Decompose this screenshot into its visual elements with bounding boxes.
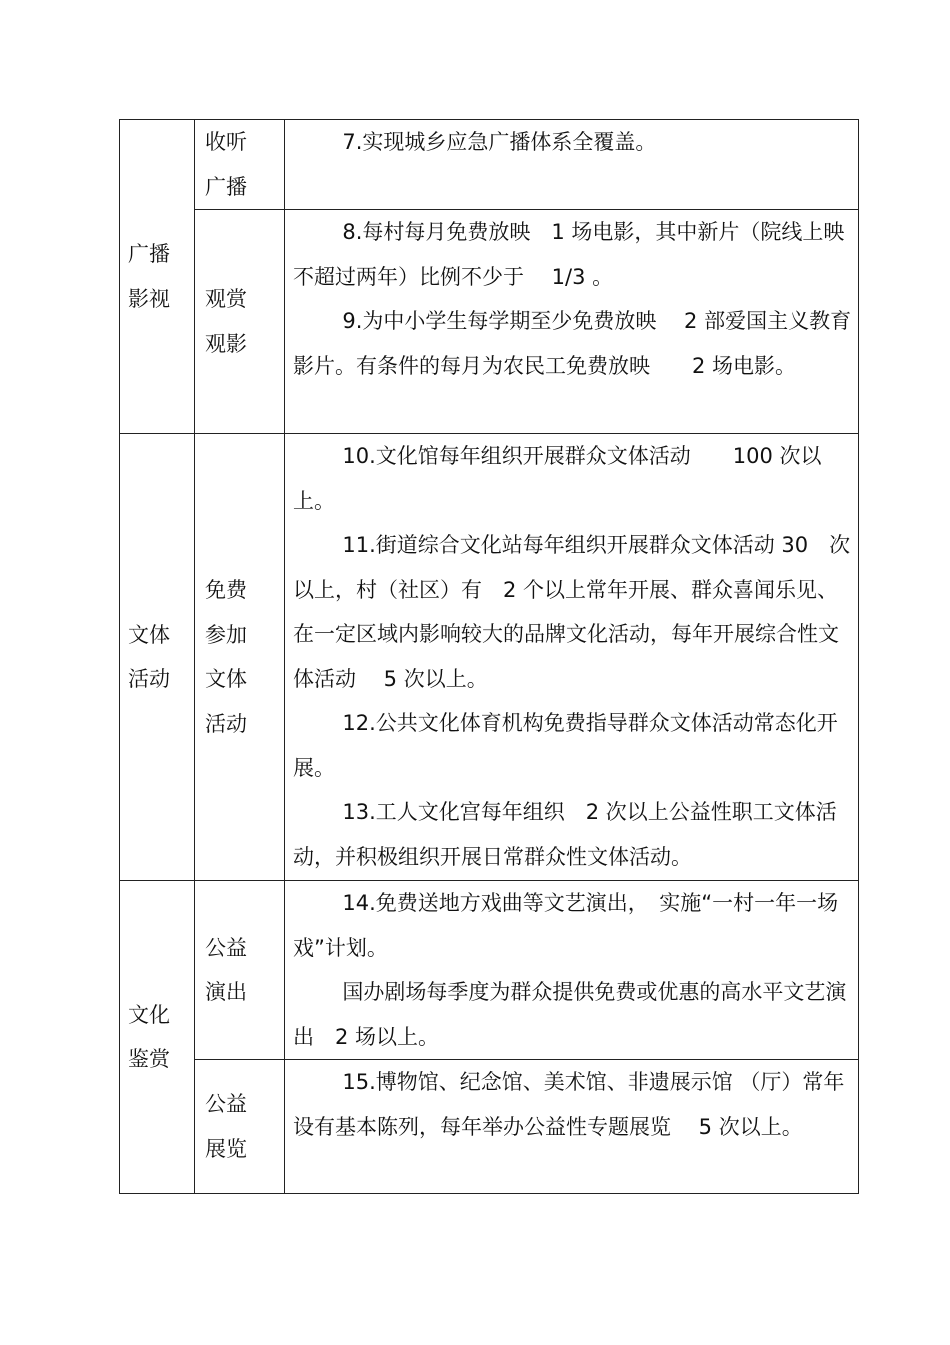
item-text: 14.免费送地方戏曲等文艺演出， 实施“一村一年一场戏”计划。 [293, 891, 839, 960]
category-cell [120, 120, 195, 434]
item-text: 8.每村每月免费放映 1 场电影，其中新片（院线上映不超过两年）比例不少于 1/3 。 [293, 220, 845, 289]
item-text: 国办剧场每季度为群众提供免费或优惠的高水平文艺演出 2 场以上。 [293, 980, 847, 1049]
category-label: 广播 影视 [128, 242, 170, 311]
service-standards-table [119, 119, 859, 1194]
table-row [120, 1060, 859, 1194]
subcategory-label: 公益 展览 [205, 1092, 247, 1161]
item-text: 13.工人文化宫每年组织 2 次以上公益性职工文体活动，并积极组织开展日常群众性文体活动。 [293, 800, 837, 869]
table-row [120, 120, 859, 210]
subcategory-label: 公益 演出 [205, 935, 247, 1004]
category-label: 文体 活动 [128, 622, 170, 691]
item-text: 15.博物馆、纪念馆、美术馆、非遗展示馆 （厅）常年设有基本陈列，每年举办公益性专题展览 5 次以上。 [293, 1070, 845, 1139]
subcategory-label: 收听 广播 [205, 130, 247, 199]
subcategory-label: 免费 参加 文体 活动 [205, 578, 247, 736]
content-cell [285, 120, 859, 210]
item-text: 10.文化馆每年组织开展群众文体活动 100 次以上。 [293, 444, 822, 513]
content-cell [285, 881, 859, 1060]
item-text: 7.实现城乡应急广播体系全覆盖。 [342, 130, 657, 154]
content-cell [285, 434, 859, 881]
category-cell [120, 881, 195, 1194]
subcategory-cell [195, 434, 285, 881]
content-cell [285, 210, 859, 434]
category-label: 文化 鉴赏 [128, 1002, 170, 1071]
item-text: 11.街道综合文化站每年组织开展群众文体活动 30 次以上，村（社区）有 2 个以上常年开展、群众喜闻乐见、在一定区域内影响较大的品牌文化活动，每年开展综合性文体活动 5 次以上。 [293, 533, 851, 691]
item-text: 9.为中小学生每学期至少免费放映 2 部爱国主义教育影片。有条件的每月为农民工免费放映 2 场电影。 [293, 309, 852, 378]
content-cell [285, 1060, 859, 1194]
subcategory-cell [195, 120, 285, 210]
category-cell [120, 434, 195, 881]
subcategory-cell [195, 1060, 285, 1194]
item-text: 12.公共文化体育机构免费指导群众文体活动常态化开展。 [293, 711, 838, 780]
subcategory-cell [195, 881, 285, 1060]
table-row [120, 210, 859, 434]
subcategory-cell [195, 210, 285, 434]
subcategory-label: 观赏 观影 [205, 287, 247, 356]
table-row [120, 434, 859, 881]
table-row [120, 881, 859, 1060]
